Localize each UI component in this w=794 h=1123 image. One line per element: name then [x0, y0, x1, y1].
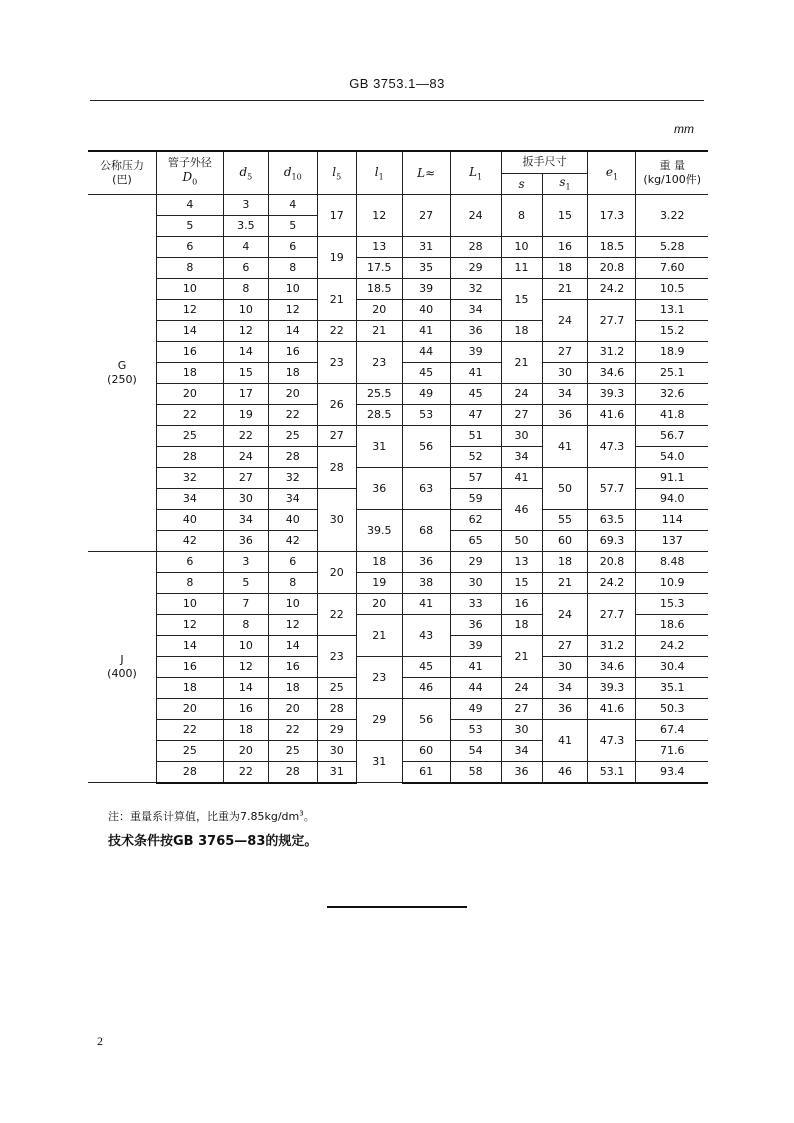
cell-d10: 10: [268, 278, 317, 299]
cell-l5: 30: [317, 740, 356, 761]
cell-s: 18: [501, 614, 542, 635]
cell-l1: 36: [356, 467, 402, 509]
cell-d5: 36: [223, 530, 268, 551]
cell-s: 36: [501, 761, 542, 783]
cell-d0: 25: [156, 740, 223, 761]
cell-d0: 4: [156, 194, 223, 215]
header-s1: $s_1$: [542, 173, 588, 194]
cell-d5: 6: [223, 257, 268, 278]
cell-l1: 18: [356, 551, 402, 572]
cell-e1: 41.6: [588, 698, 636, 719]
cell-d5: 19: [223, 404, 268, 425]
cell-l1: 28.5: [356, 404, 402, 425]
cell-L1: 47: [450, 404, 501, 425]
cell-l1: 20: [356, 593, 402, 614]
header-l1: $l_1$: [356, 151, 402, 194]
cell-L: 45: [402, 362, 450, 383]
cell-L1: 41: [450, 362, 501, 383]
cell-L: 44: [402, 341, 450, 362]
cell-d5: 15: [223, 362, 268, 383]
cell-L1: 33: [450, 593, 501, 614]
cell-d10: 20: [268, 698, 317, 719]
cell-d0: 34: [156, 488, 223, 509]
cell-d10: 14: [268, 635, 317, 656]
header-weight: 重 量 (kg/100件): [636, 151, 708, 194]
cell-weight: 67.4: [636, 719, 708, 740]
cell-l5: 17: [317, 194, 356, 236]
page-number: 2: [97, 1034, 103, 1048]
cell-L1: 49: [450, 698, 501, 719]
weight-note: 注：重量系计算值，比重为$7.85kg/dm^3$。: [108, 809, 315, 823]
cell-weight: 35.1: [636, 677, 708, 698]
cell-d10: 22: [268, 719, 317, 740]
cell-L: 41: [402, 593, 450, 614]
cell-d0: 10: [156, 278, 223, 299]
cell-e1: 18.5: [588, 236, 636, 257]
cell-d0: 40: [156, 509, 223, 530]
cell-d0: 25: [156, 425, 223, 446]
cell-d0: 8: [156, 572, 223, 593]
cell-L: 61: [402, 761, 450, 783]
dimension-table: [88, 150, 708, 784]
cell-e1: 57.7: [588, 467, 636, 509]
cell-weight: 25.1: [636, 362, 708, 383]
cell-l5: 29: [317, 719, 356, 740]
header-d10: $d_{10}$: [268, 151, 317, 194]
cell-d10: 16: [268, 656, 317, 677]
cell-s1: 60: [542, 530, 588, 551]
cell-d0: 16: [156, 656, 223, 677]
cell-L: 43: [402, 614, 450, 656]
cell-L1: 57: [450, 467, 501, 488]
cell-s: 30: [501, 719, 542, 740]
cell-d5: 30: [223, 488, 268, 509]
cell-L1: 58: [450, 761, 501, 783]
cell-d10: 25: [268, 740, 317, 761]
cell-e1: 24.2: [588, 278, 636, 299]
cell-d10: 14: [268, 320, 317, 341]
cell-L: 63: [402, 467, 450, 509]
unit-label: mm: [674, 122, 694, 136]
cell-s1: 15: [542, 194, 588, 236]
cell-l1: 19: [356, 572, 402, 593]
cell-L1: 28: [450, 236, 501, 257]
cell-l1: 20: [356, 299, 402, 320]
cell-d5: 3: [223, 551, 268, 572]
cell-s1: 21: [542, 278, 588, 299]
cell-L1: 51: [450, 425, 501, 446]
cell-d10: 6: [268, 236, 317, 257]
cell-s: 27: [501, 404, 542, 425]
cell-L1: 34: [450, 299, 501, 320]
cell-weight: 137: [636, 530, 708, 551]
cell-s: 30: [501, 425, 542, 446]
cell-d10: 18: [268, 362, 317, 383]
cell-e1: 53.1: [588, 761, 636, 783]
cell-e1: 20.8: [588, 551, 636, 572]
cell-d10: 28: [268, 761, 317, 783]
cell-s1: 27: [542, 341, 588, 362]
cell-d0: 5: [156, 215, 223, 236]
cell-s: 18: [501, 320, 542, 341]
cell-s: 50: [501, 530, 542, 551]
cell-L1: 62: [450, 509, 501, 530]
cell-weight: 10.5: [636, 278, 708, 299]
cell-L: 27: [402, 194, 450, 236]
document-header: GB 3753.1—83: [349, 76, 445, 91]
cell-L: 60: [402, 740, 450, 761]
cell-s: 10: [501, 236, 542, 257]
cell-d0: 6: [156, 236, 223, 257]
cell-d0: 18: [156, 362, 223, 383]
cell-L1: 53: [450, 719, 501, 740]
cell-L: 31: [402, 236, 450, 257]
cell-e1: 69.3: [588, 530, 636, 551]
cell-l5: 22: [317, 320, 356, 341]
cell-s: 11: [501, 257, 542, 278]
cell-d10: 10: [268, 593, 317, 614]
cell-weight: 10.9: [636, 572, 708, 593]
cell-l5: 27: [317, 425, 356, 446]
cell-e1: 34.6: [588, 362, 636, 383]
cell-l1: 17.5: [356, 257, 402, 278]
cell-d0: 32: [156, 467, 223, 488]
cell-L: 56: [402, 698, 450, 740]
cell-L1: 41: [450, 656, 501, 677]
cell-d10: 16: [268, 341, 317, 362]
cell-l1: 12: [356, 194, 402, 236]
cell-l5: 28: [317, 698, 356, 719]
cell-weight: 15.3: [636, 593, 708, 614]
cell-d0: 20: [156, 698, 223, 719]
header-wrench-size: 扳手尺寸: [501, 151, 588, 173]
cell-l1: 31: [356, 425, 402, 467]
cell-l5: 28: [317, 446, 356, 488]
cell-s1: 16: [542, 236, 588, 257]
cell-e1: 47.3: [588, 719, 636, 761]
cell-L: 39: [402, 278, 450, 299]
cell-s: 27: [501, 698, 542, 719]
cell-d10: 6: [268, 551, 317, 572]
cell-d10: 8: [268, 572, 317, 593]
cell-d10: 22: [268, 404, 317, 425]
cell-s: 41: [501, 467, 542, 488]
cell-weight: 71.6: [636, 740, 708, 761]
cell-s1: 41: [542, 719, 588, 761]
cell-L1: 59: [450, 488, 501, 509]
cell-d0: 28: [156, 446, 223, 467]
cell-s1: 34: [542, 677, 588, 698]
cell-weight: 15.2: [636, 320, 708, 341]
cell-d0: 28: [156, 761, 223, 783]
cell-L1: 39: [450, 341, 501, 362]
cell-L1: 44: [450, 677, 501, 698]
cell-s: 46: [501, 488, 542, 530]
cell-s1: 55: [542, 509, 588, 530]
cell-d10: 34: [268, 488, 317, 509]
cell-d5: 34: [223, 509, 268, 530]
cell-d5: 8: [223, 614, 268, 635]
cell-weight: 94.0: [636, 488, 708, 509]
cell-e1: 34.6: [588, 656, 636, 677]
cell-s1: 24: [542, 299, 588, 341]
cell-s1: 36: [542, 698, 588, 719]
cell-L: 56: [402, 425, 450, 467]
cell-d10: 32: [268, 467, 317, 488]
cell-l5: 21: [317, 278, 356, 320]
cell-weight: 3.22: [636, 194, 708, 236]
cell-d5: 8: [223, 278, 268, 299]
cell-d5: 16: [223, 698, 268, 719]
cell-d0: 42: [156, 530, 223, 551]
cell-s: 15: [501, 278, 542, 320]
group-g-label: G (250): [88, 194, 156, 551]
cell-s1: 30: [542, 362, 588, 383]
group-j-label: J (400): [88, 551, 156, 783]
cell-s: 24: [501, 383, 542, 404]
cell-d5: 3: [223, 194, 268, 215]
cell-d0: 14: [156, 635, 223, 656]
cell-l5: 22: [317, 593, 356, 635]
cell-L: 45: [402, 656, 450, 677]
cell-d5: 12: [223, 320, 268, 341]
cell-e1: 31.2: [588, 341, 636, 362]
cell-d0: 8: [156, 257, 223, 278]
cell-d5: 20: [223, 740, 268, 761]
cell-d5: 17: [223, 383, 268, 404]
cell-L: 36: [402, 551, 450, 572]
header-L1: $L_1$: [450, 151, 501, 194]
cell-d5: 18: [223, 719, 268, 740]
cell-d5: 7: [223, 593, 268, 614]
cell-weight: 54.0: [636, 446, 708, 467]
cell-d10: 40: [268, 509, 317, 530]
cell-d10: 28: [268, 446, 317, 467]
cell-d5: 12: [223, 656, 268, 677]
cell-e1: 17.3: [588, 194, 636, 236]
cell-d10: 5: [268, 215, 317, 236]
cell-s: 8: [501, 194, 542, 236]
cell-s1: 21: [542, 572, 588, 593]
header-rule: [90, 100, 704, 101]
cell-e1: 27.7: [588, 593, 636, 635]
cell-weight: 32.6: [636, 383, 708, 404]
cell-d5: 5: [223, 572, 268, 593]
cell-weight: 18.6: [636, 614, 708, 635]
cell-d5: 24: [223, 446, 268, 467]
cell-L1: 39: [450, 635, 501, 656]
cell-d5: 14: [223, 677, 268, 698]
cell-e1: 39.3: [588, 677, 636, 698]
cell-L1: 54: [450, 740, 501, 761]
cell-weight: 30.4: [636, 656, 708, 677]
cell-l1: 18.5: [356, 278, 402, 299]
cell-d5: 10: [223, 299, 268, 320]
cell-d10: 4: [268, 194, 317, 215]
end-rule: [327, 906, 467, 908]
cell-l1: 23: [356, 341, 402, 383]
cell-weight: 5.28: [636, 236, 708, 257]
cell-e1: 39.3: [588, 383, 636, 404]
cell-weight: 114: [636, 509, 708, 530]
cell-s: 16: [501, 593, 542, 614]
cell-s: 21: [501, 341, 542, 383]
cell-d10: 25: [268, 425, 317, 446]
cell-e1: 47.3: [588, 425, 636, 467]
header-d5: $d_5$: [223, 151, 268, 194]
cell-l5: 31: [317, 761, 356, 783]
cell-weight: 93.4: [636, 761, 708, 783]
cell-d0: 22: [156, 404, 223, 425]
header-l5: $l_5$: [317, 151, 356, 194]
cell-l1: 21: [356, 614, 402, 656]
cell-s1: 41: [542, 425, 588, 467]
cell-e1: 31.2: [588, 635, 636, 656]
cell-s1: 30: [542, 656, 588, 677]
cell-s1: 34: [542, 383, 588, 404]
cell-d10: 42: [268, 530, 317, 551]
cell-s1: 27: [542, 635, 588, 656]
cell-L: 41: [402, 320, 450, 341]
cell-l5: 30: [317, 488, 356, 551]
cell-l5: 19: [317, 236, 356, 278]
cell-L: 38: [402, 572, 450, 593]
cell-d0: 12: [156, 299, 223, 320]
cell-L1: 24: [450, 194, 501, 236]
cell-weight: 7.60: [636, 257, 708, 278]
cell-l5: 26: [317, 383, 356, 425]
cell-weight: 18.9: [636, 341, 708, 362]
cell-L1: 45: [450, 383, 501, 404]
cell-weight: 91.1: [636, 467, 708, 488]
cell-d5: 27: [223, 467, 268, 488]
cell-d5: 10: [223, 635, 268, 656]
cell-l1: 25.5: [356, 383, 402, 404]
cell-L1: 36: [450, 614, 501, 635]
cell-d0: 6: [156, 551, 223, 572]
cell-s1: 36: [542, 404, 588, 425]
cell-d0: 22: [156, 719, 223, 740]
cell-L: 53: [402, 404, 450, 425]
cell-s: 13: [501, 551, 542, 572]
cell-weight: 50.3: [636, 698, 708, 719]
cell-e1: 63.5: [588, 509, 636, 530]
cell-L1: 65: [450, 530, 501, 551]
cell-weight: 24.2: [636, 635, 708, 656]
cell-e1: 41.6: [588, 404, 636, 425]
cell-d0: 10: [156, 593, 223, 614]
cell-s1: 18: [542, 551, 588, 572]
cell-weight: 8.48: [636, 551, 708, 572]
cell-s: 34: [501, 446, 542, 467]
cell-weight: 41.8: [636, 404, 708, 425]
cell-s: 21: [501, 635, 542, 677]
header-pressure: 公称压力 (巴): [88, 151, 156, 194]
cell-L1: 29: [450, 551, 501, 572]
cell-d0: 12: [156, 614, 223, 635]
cell-l1: 13: [356, 236, 402, 257]
cell-l1: 39.5: [356, 509, 402, 551]
cell-d10: 18: [268, 677, 317, 698]
cell-weight: 13.1: [636, 299, 708, 320]
cell-l5: 25: [317, 677, 356, 698]
cell-d0: 16: [156, 341, 223, 362]
cell-L: 49: [402, 383, 450, 404]
cell-d10: 8: [268, 257, 317, 278]
cell-s: 15: [501, 572, 542, 593]
cell-L1: 32: [450, 278, 501, 299]
cell-d5: 3.5: [223, 215, 268, 236]
cell-l1: 31: [356, 740, 402, 783]
cell-l5: 20: [317, 551, 356, 593]
cell-L: 46: [402, 677, 450, 698]
cell-L1: 36: [450, 320, 501, 341]
cell-d5: 22: [223, 425, 268, 446]
header-outer-diameter: 管子外径 $D_0$: [156, 151, 223, 194]
cell-e1: 24.2: [588, 572, 636, 593]
cell-d0: 20: [156, 383, 223, 404]
cell-d5: 14: [223, 341, 268, 362]
header-s: s: [501, 173, 542, 194]
cell-s: 34: [501, 740, 542, 761]
cell-l5: 23: [317, 341, 356, 383]
cell-l1: 23: [356, 656, 402, 698]
cell-L: 68: [402, 509, 450, 551]
header-L: L≈: [402, 151, 450, 194]
cell-d0: 14: [156, 320, 223, 341]
cell-d5: 4: [223, 236, 268, 257]
cell-L1: 29: [450, 257, 501, 278]
cell-d10: 12: [268, 299, 317, 320]
cell-e1: 20.8: [588, 257, 636, 278]
cell-L1: 30: [450, 572, 501, 593]
cell-d10: 12: [268, 614, 317, 635]
cell-d10: 20: [268, 383, 317, 404]
cell-s1: 24: [542, 593, 588, 635]
technical-conditions: 技术条件按GB 3765—83的规定。: [108, 834, 318, 849]
cell-l5: 23: [317, 635, 356, 677]
cell-l1: 21: [356, 320, 402, 341]
cell-weight: 56.7: [636, 425, 708, 446]
cell-L: 40: [402, 299, 450, 320]
header-e1: $e_1$: [588, 151, 636, 194]
cell-L1: 52: [450, 446, 501, 467]
cell-d5: 22: [223, 761, 268, 783]
cell-d0: 18: [156, 677, 223, 698]
cell-e1: 27.7: [588, 299, 636, 341]
cell-L: 35: [402, 257, 450, 278]
cell-s: 24: [501, 677, 542, 698]
cell-s1: 50: [542, 467, 588, 509]
cell-s1: 18: [542, 257, 588, 278]
cell-s1: 46: [542, 761, 588, 783]
cell-l1: 29: [356, 698, 402, 740]
